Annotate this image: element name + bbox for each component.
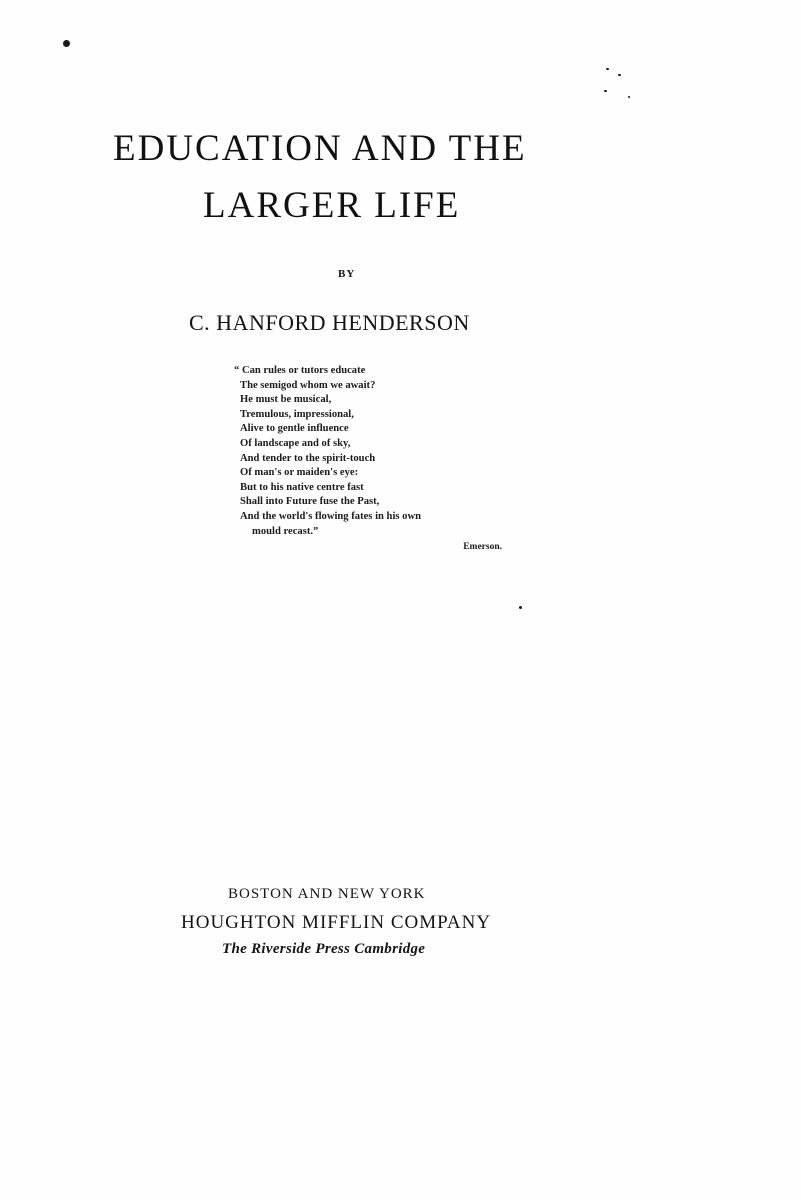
ink-speck xyxy=(519,606,522,609)
epigraph-line: But to his native centre fast xyxy=(240,481,364,493)
ink-speck xyxy=(63,40,70,47)
ink-speck xyxy=(618,74,621,76)
epigraph-line: Tremulous, impressional, xyxy=(240,408,354,420)
epigraph-line: “ Can rules or tutors educate xyxy=(234,365,366,376)
book-title-line-1: EDUCATION AND THE xyxy=(113,128,527,169)
ink-speck xyxy=(606,68,609,70)
epigraph-attribution: Emerson. xyxy=(463,542,502,553)
epigraph-line: Alive to gentle influence xyxy=(240,423,349,435)
imprint-city: BOSTON AND NEW YORK xyxy=(228,886,426,902)
epigraph-line: And the world's flowing fates in his own xyxy=(240,510,422,522)
ink-speck xyxy=(604,90,607,92)
epigraph xyxy=(228,364,518,555)
epigraph-line: The semigod whom we await? xyxy=(240,379,376,391)
epigraph-line: Of landscape and of sky, xyxy=(240,437,351,449)
imprint-publisher: HOUGHTON MIFFLIN COMPANY xyxy=(181,912,492,933)
epigraph-line: He must be musical, xyxy=(240,394,332,406)
epigraph-line: And tender to the spirit-touch xyxy=(240,452,376,464)
book-title-line-2: LARGER LIFE xyxy=(203,185,461,226)
author-name: C. HANFORD HENDERSON xyxy=(189,310,470,335)
ink-speck xyxy=(628,96,630,98)
epigraph-line: Shall into Future fuse the Past, xyxy=(240,496,380,508)
imprint-press: The Riverside Press Cambridge xyxy=(222,941,426,957)
epigraph-line: mould recast.” xyxy=(252,525,319,537)
epigraph-line: Of man's or maiden's eye: xyxy=(240,467,359,479)
byline-by: BY xyxy=(338,268,356,280)
